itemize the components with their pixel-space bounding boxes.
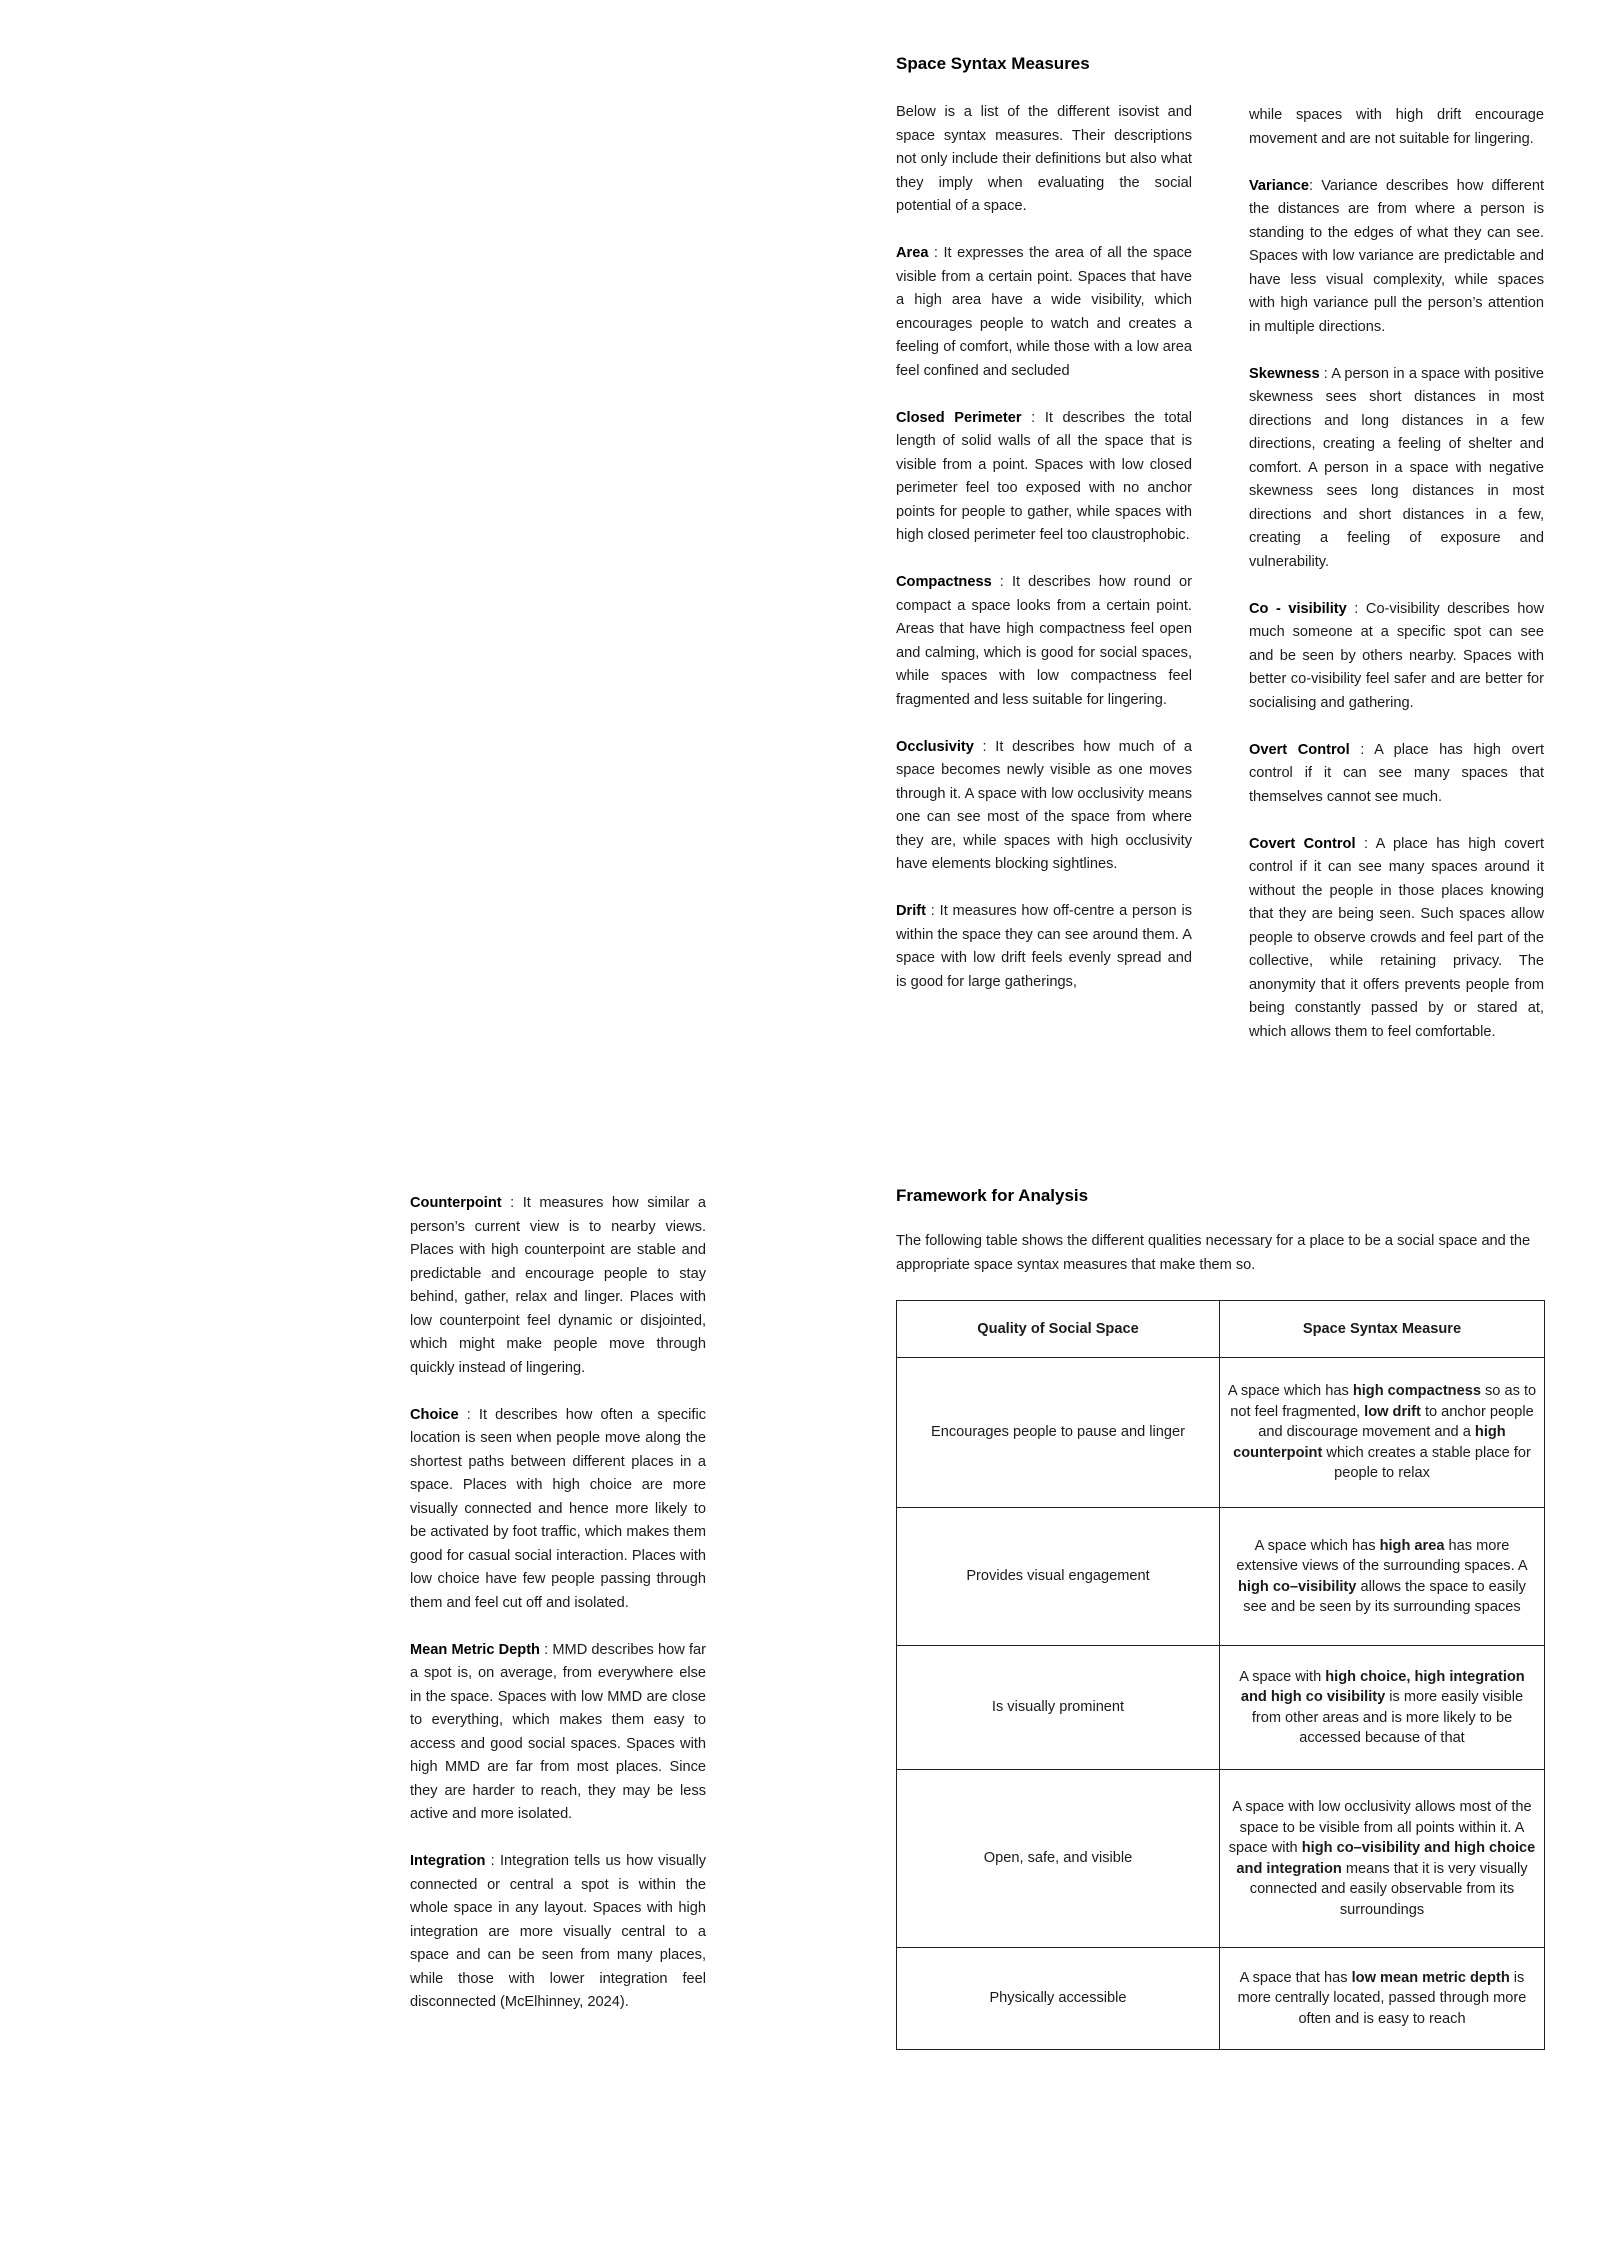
paragraph: Drift : It measures how off-centre a person is within the space they can see around them. A space with low drift feels evenly spread and is good for large gatherings, [896,903,1192,990]
measure-cell [1220,1358,1545,1508]
paragraph: Integration : Integration tells us how visually connected or central a spot is within the whole space in any layout. Spaces with high integration are more visually central to a space and can be seen from many places, while those with lower integration feel disconnected (McElhinney, 2024). [410,1853,707,2010]
framework-intro: The following table shows the different qualities necessary for a place to be a social space and the appropriate space syntax measures that make them so. [896,1233,1531,1273]
measure-text: means that it is very visually connected and easily observable from its surroundings [1249,1860,1528,1918]
measure-text: to anchor people and discourage movement and a [1258,1403,1534,1441]
paragraph: Overt Control : A place has high overt control if it can see many spaces that themselves cannot see much. [1249,741,1544,805]
measure-text: A space with [1239,1668,1326,1685]
table-row [897,1948,1545,2050]
measure-highlight: high co–visibility [1238,1578,1357,1595]
table-row [897,1358,1545,1508]
paragraph: Covert Control : A place has high covert control if it can see many spaces around it without the people in those places knowing that they are being seen. Such spaces allow people to observe crowds and feel part of the collective, while retaining privacy. The anonymity that it offers prevents people from being constantly passed by or stared at, which allows them to feel comfortable. [1249,835,1545,1040]
table-row [897,1508,1545,1646]
measure-cell [1220,1508,1545,1646]
measure-text: A space with low occlusivity allows most of the space to be visible from all points within it. A space with [1228,1799,1532,1856]
paragraph: Counterpoint : It measures how similar a person’s current view is to nearby views. Places with high counterpoint are stable and predictable and encourage people to stay behind, gather, relax and linger. Places with low counterpoint feel dynamic or disjointed, which might make people move through quickly instead of lingering. [410,1195,706,1376]
paragraph: Occlusivity : It describes how much of a space becomes newly visible as one moves through it. A space with low occlusivity means one can see most of the space from where they are, while spaces with high occlusivity have elements blocking sightlines. [896,738,1192,872]
measures-column-1 [896,101,1192,994]
measures-column-2 [1249,104,1544,1044]
measure-text: which creates a stable place for people to relax [1322,1444,1531,1482]
measure-cell [1220,1770,1545,1948]
measure-highlight: low mean metric depth [1351,1969,1510,1986]
paragraph: while spaces with high drift encourage movement and are not suitable for lingering. [1249,107,1544,147]
quality-cell: Encourages people to pause and linger [897,1358,1220,1508]
paragraph: Choice : It describes how often a specific location is seen when people move along the shortest paths between different places in a space. Places with high choice are more visually connected and hence more likely to be activated by foot traffic, which makes them good for casual social interaction. Places with low choice have few people passing through them and feel cut off and isolated. [410,1406,706,1611]
paragraph: Area : It expresses the area of all the space visible from a certain point. Spaces that have a high area have a wide visibility, which encourages people to watch and creates a feeling of comfort, while those with a low area feel confined and secluded [896,245,1192,379]
paragraph: Variance: Variance describes how different the distances are from where a person is standing to the edges of what they can see. Spaces with low variance are predictable and have less visual complexity, while spaces with high variance pull the person’s attention in multiple directions. [1249,177,1544,335]
measure-highlight: high compactness [1352,1383,1481,1400]
measure-text: has more extensive views of the surrounding spaces. A [1236,1537,1528,1574]
measure-highlight: high counterpoint [1233,1424,1506,1461]
paragraph: Compactness : It describes how round or compact a space looks from a certain point. Areas that have high compactness feel open and calming, which is good for social spaces, while spaces with low compactness feel fragmented and less suitable for lingering. [896,574,1193,708]
paragraph: Skewness : A person in a space with positive skewness sees short distances in most directions and long distances in a few directions, creating a feeling of shelter and comfort. A person in a space with negative skewness sees long distances in most directions and short distances in a few, creating a feeling of exposure and vulnerability. [1249,365,1544,570]
paragraph: Closed Perimeter : It describes the total length of solid walls of all the space that is visible from a point. Spaces with low closed perimeter feel too exposed with no anchor points for people to gather, while spaces with high closed perimeter feel too claustrophobic. [896,409,1193,543]
measure-text: A space which has [1227,1383,1353,1400]
section-title: Space Syntax Measures [896,54,1090,73]
table-header-row [897,1301,1545,1358]
framework-title: Framework for Analysis [896,1186,1089,1205]
paragraph: Mean Metric Depth : MMD describes how far a spot is, on average, from everywhere else in the space. Spaces with low MMD are close to everything, which makes them easy to access and good social spaces. Spaces with high MMD are far from most places. Since they are harder to reach, they may be less active and more isolated. [410,1641,706,1822]
measure-text: allows the space to easily see and be seen by its surrounding spaces [1243,1578,1526,1615]
quality-cell: Open, safe, and visible [897,1770,1220,1948]
measure-cell [1220,1948,1545,2050]
measures-column-3 [410,1192,706,2015]
column-header: Space Syntax Measure [1220,1301,1545,1358]
quality-cell: Physically accessible [897,1948,1220,2050]
paragraph: Below is a list of the different isovist and space syntax measures. Their descriptions not only include their definitions but also what they imply when evaluating the social potential of a space. [896,104,1192,214]
measure-highlight: high co–visibility and high choice and integration [1236,1840,1536,1877]
quality-cell: Is visually prominent [897,1646,1220,1770]
column-header: Quality of Social Space [897,1301,1220,1358]
quality-cell: Provides visual engagement [897,1508,1220,1646]
paragraph: Co - visibility : Co-visibility describes how much someone at a specific spot can see and be seen by others nearby. Spaces with better co-visibility feel safer and are better for socialising and gathering. [1249,600,1544,711]
measure-text: is more easily visible from other areas and is more likely to be accessed because of that [1251,1689,1524,1746]
measure-highlight: low drift [1364,1403,1421,1420]
table-row [897,1770,1545,1948]
table-row [897,1646,1545,1770]
measure-text: A space which has [1254,1537,1380,1554]
measure-highlight: high area [1379,1537,1445,1554]
measure-highlight: high choice, high integration and high co visibility [1240,1668,1525,1705]
measure-text: is more centrally located, passed through more often and is easy to reach [1237,1969,1527,2027]
measure-cell [1220,1646,1545,1770]
framework-table [896,1300,1545,2050]
measure-text: so as to not feel fragmented, [1230,1383,1537,1420]
measure-text: A space that has [1239,1969,1352,1986]
